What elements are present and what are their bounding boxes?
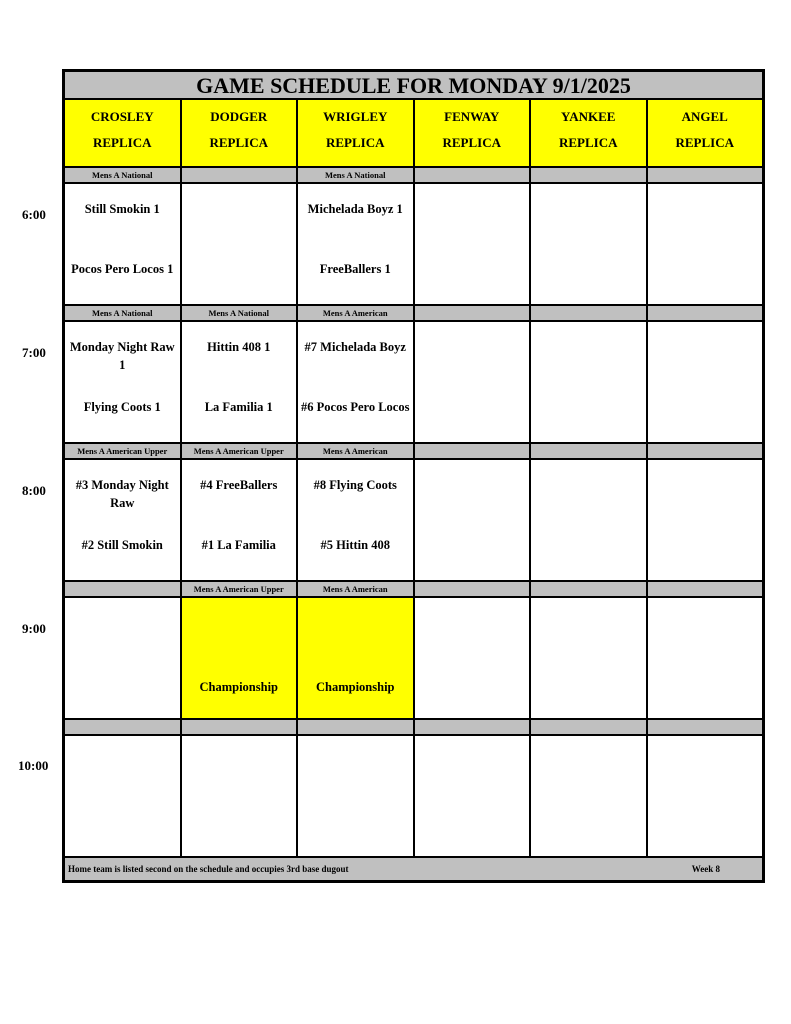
division-label: [415, 168, 530, 182]
game-cell: [182, 184, 297, 304]
game-cell: [531, 322, 646, 442]
division-row: [65, 168, 762, 182]
game-cell: [182, 460, 297, 580]
time-slot-row: [65, 322, 762, 442]
team-home-listed-second: #1 La Familia: [201, 538, 276, 552]
game-cell: [531, 460, 646, 580]
schedule-footer: [65, 858, 762, 880]
division-label: [65, 582, 180, 596]
game-cell: [298, 460, 413, 580]
game-cell: [182, 736, 297, 856]
game-cell: [531, 598, 646, 718]
schedule-table: [62, 69, 765, 883]
championship-label: Championship: [315, 680, 395, 694]
division-label: [415, 444, 530, 458]
division-label: [65, 720, 180, 734]
team-home-listed-second: FreeBallers 1: [319, 262, 391, 276]
game-cell: [415, 598, 530, 718]
game-cell: [298, 736, 413, 856]
team-home-listed-second: Pocos Pero Locos 1: [71, 262, 174, 276]
team-away-listed-first: Still Smokin 1: [84, 202, 160, 216]
game-cell: [648, 460, 763, 580]
field-name: WRIGLEY: [323, 109, 388, 124]
division-label: [182, 168, 297, 182]
division-row: [65, 582, 762, 596]
field-subtitle: REPLICA: [675, 135, 734, 150]
division-label: [648, 720, 763, 734]
game-cell: [648, 322, 763, 442]
division-row: [65, 306, 762, 320]
game-cell: [65, 322, 180, 442]
game-cell: [65, 460, 180, 580]
division-label: Mens A American Upper: [65, 444, 180, 458]
field-header-fenway: [415, 100, 530, 166]
team-home-listed-second: #6 Pocos Pero Locos: [301, 400, 410, 414]
field-name: YANKEE: [561, 109, 616, 124]
team-away-listed-first: #4 FreeBallers: [200, 478, 278, 492]
division-label: [648, 306, 763, 320]
division-label: Mens A National: [65, 306, 180, 320]
team-away-listed-first: #8 Flying Coots: [313, 478, 397, 492]
division-label: [648, 444, 763, 458]
field-header-angel: [648, 100, 763, 166]
division-label: [648, 582, 763, 596]
game-cell: [531, 736, 646, 856]
team-home-listed-second: La Familia 1: [204, 400, 273, 414]
team-away-listed-first: Hittin 408 1: [207, 340, 271, 354]
game-cell: [648, 184, 763, 304]
field-name: ANGEL: [681, 109, 728, 124]
schedule-title: GAME SCHEDULE FOR MONDAY 9/1/2025: [65, 72, 762, 100]
field-subtitle: REPLICA: [325, 135, 385, 150]
division-label: Mens A American: [298, 306, 413, 320]
division-label: [415, 306, 530, 320]
division-label: Mens A National: [298, 168, 413, 182]
game-cell: [65, 598, 180, 718]
game-cell: [298, 598, 413, 718]
division-row: [65, 444, 762, 458]
team-away-listed-first: Monday Night Raw 1: [69, 340, 175, 372]
division-label: [531, 582, 646, 596]
time-slot-row: [65, 184, 762, 304]
game-cell: [182, 598, 297, 718]
time-slot-row: [65, 736, 762, 856]
division-label: Mens A American: [298, 582, 413, 596]
field-subtitle: REPLICA: [558, 135, 618, 150]
division-label: [531, 720, 646, 734]
field-header-yankee: [531, 100, 646, 166]
team-away-listed-first: #7 Michelada Boyz: [304, 340, 406, 354]
game-cell: [415, 460, 530, 580]
championship-label: Championship: [199, 680, 278, 694]
field-subtitle: REPLICA: [442, 135, 501, 150]
division-label: Mens A American: [298, 444, 413, 458]
team-away-listed-first: #3 Monday Night Raw: [75, 478, 169, 510]
time-slot-row: [65, 460, 762, 580]
time-label: 6:00: [22, 207, 46, 222]
game-cell: [298, 184, 413, 304]
game-cell: [182, 322, 297, 442]
week-label: Week 8: [691, 864, 720, 874]
field-header-crosley: [65, 100, 180, 166]
division-label: [531, 168, 646, 182]
division-row: [65, 720, 762, 734]
game-cell: [298, 322, 413, 442]
team-home-listed-second: #5 Hittin 408: [320, 538, 390, 552]
time-label: 7:00: [22, 345, 46, 360]
division-label: Mens A American Upper: [182, 444, 297, 458]
time-label: 9:00: [22, 621, 46, 636]
team-home-listed-second: #2 Still Smokin: [81, 538, 163, 552]
division-label: [415, 582, 530, 596]
division-label: [648, 168, 763, 182]
game-cell: [65, 184, 180, 304]
time-slot-row: [65, 598, 762, 718]
game-cell: [648, 736, 763, 856]
game-cell: [415, 184, 530, 304]
division-label: [298, 720, 413, 734]
division-label: Mens A National: [65, 168, 180, 182]
field-subtitle: REPLICA: [92, 135, 152, 150]
division-label: [415, 720, 530, 734]
field-subtitle: REPLICA: [209, 135, 268, 150]
division-label: Mens A American Upper: [182, 582, 297, 596]
division-label: [531, 306, 646, 320]
field-name: FENWAY: [444, 109, 500, 124]
division-label: [182, 720, 297, 734]
field-header-row: [65, 100, 762, 166]
game-cell: [415, 736, 530, 856]
game-cell: [65, 736, 180, 856]
time-label: 8:00: [22, 483, 46, 498]
game-cell: [415, 322, 530, 442]
field-name: DODGER: [210, 109, 268, 124]
game-cell: [531, 184, 646, 304]
field-header-dodger: [182, 100, 297, 166]
field-name: CROSLEY: [90, 109, 154, 124]
game-cell: [648, 598, 763, 718]
time-label: 10:00: [18, 758, 49, 773]
division-label: [531, 444, 646, 458]
division-label: Mens A National: [182, 306, 297, 320]
field-header-wrigley: [298, 100, 413, 166]
team-home-listed-second: Flying Coots 1: [83, 400, 161, 414]
footer-note: Home team is listed second on the schedule and occupies 3rd base dugout: [68, 864, 349, 874]
team-away-listed-first: Michelada Boyz 1: [307, 202, 403, 216]
